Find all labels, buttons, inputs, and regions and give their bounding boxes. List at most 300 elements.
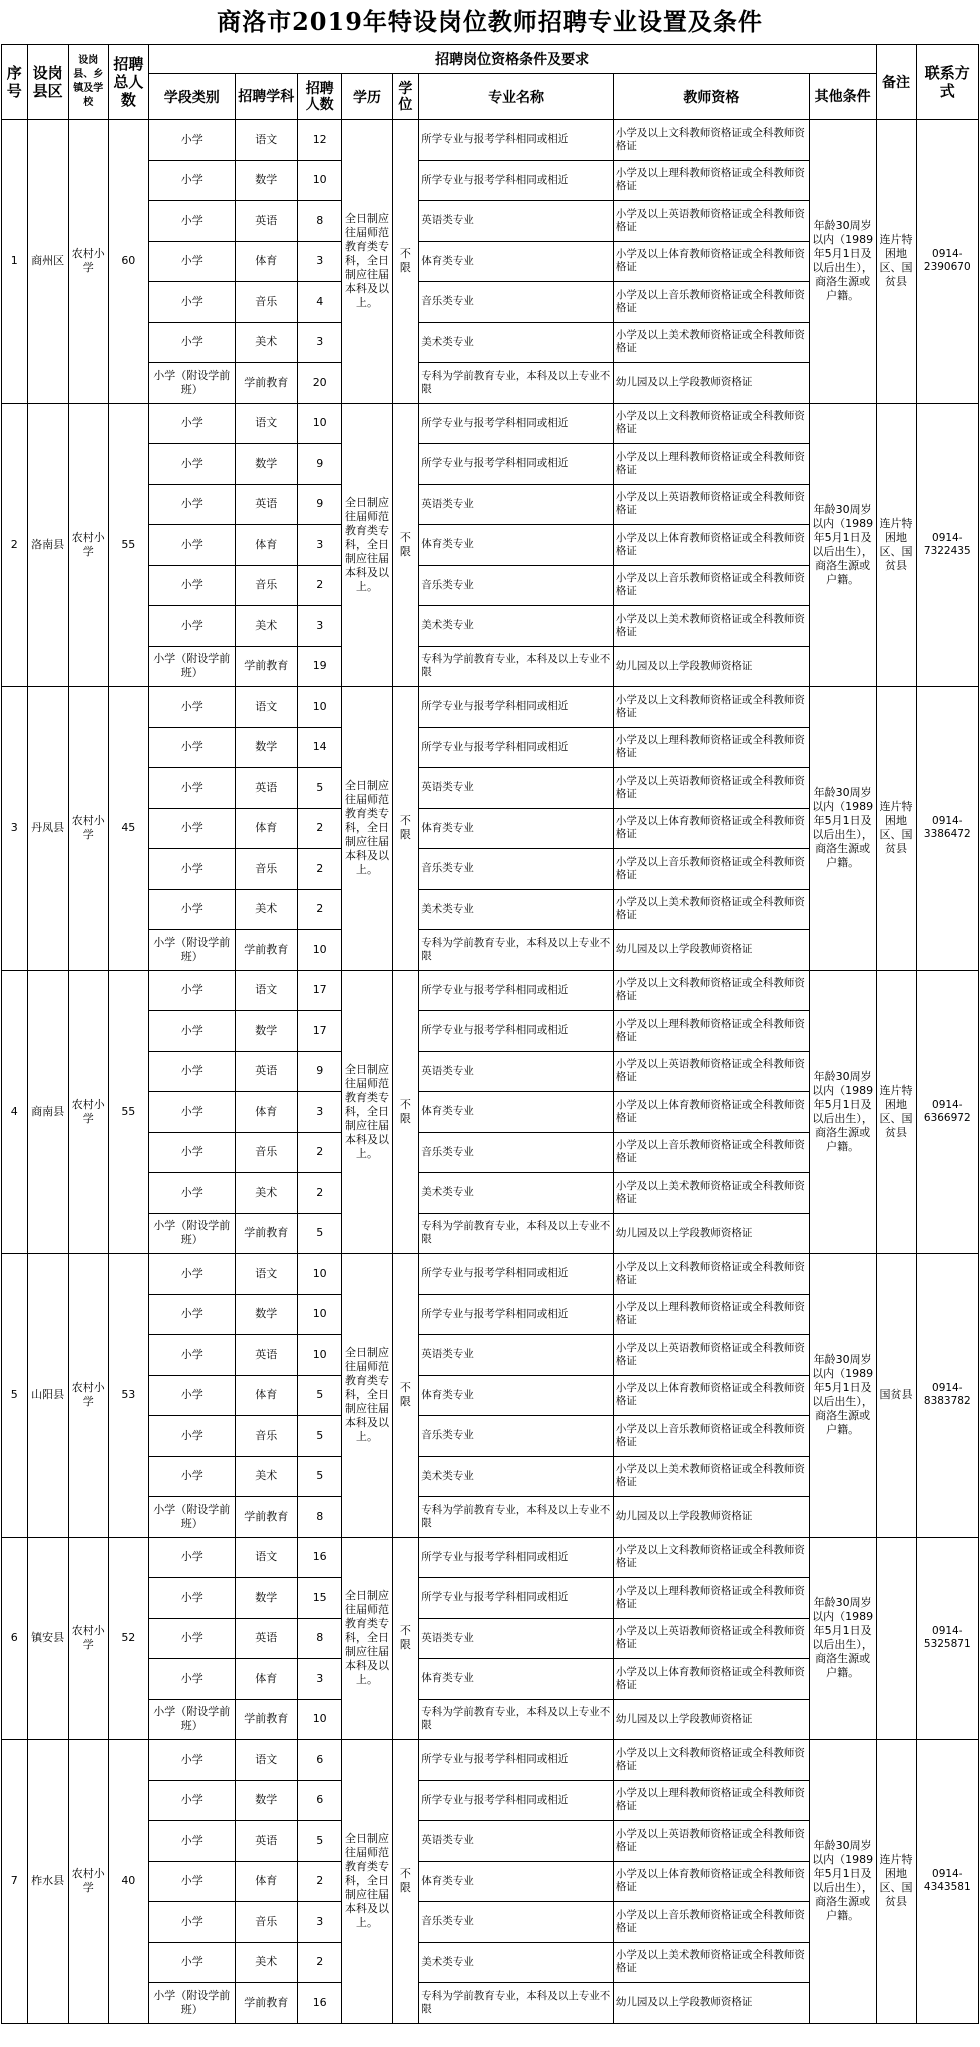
county-cell: 柞水县	[27, 1740, 68, 2024]
school-cell: 农村小学	[68, 1254, 108, 1538]
count-cell: 10	[297, 160, 342, 201]
major-cell: 英语类专业	[419, 1618, 614, 1659]
major-cell: 音乐类专业	[419, 849, 614, 890]
count-cell: 8	[297, 1497, 342, 1538]
major-cell: 专科为学前教育专业，本科及以上专业不限	[419, 1983, 614, 2024]
cert-cell: 小学及以上美术教师资格证或全科教师资格证	[613, 1942, 809, 1983]
stage-cell: 小学	[148, 768, 235, 809]
subject-cell: 语文	[235, 1537, 297, 1578]
count-cell: 5	[297, 1416, 342, 1457]
major-cell: 美术类专业	[419, 1942, 614, 1983]
stage-cell: 小学（附设学前班）	[148, 1983, 235, 2024]
cert-cell: 小学及以上美术教师资格证或全科教师资格证	[613, 1456, 809, 1497]
stage-cell: 小学	[148, 201, 235, 242]
major-cell: 英语类专业	[419, 1821, 614, 1862]
header-school: 设岗县、乡镇及学校	[68, 45, 108, 120]
subject-cell: 体育	[235, 1861, 297, 1902]
contact-cell: 0914-2390670	[916, 120, 978, 404]
degree-cell: 不限	[392, 1254, 419, 1538]
count-cell: 10	[297, 930, 342, 971]
subject-cell: 英语	[235, 1335, 297, 1376]
school-cell: 农村小学	[68, 970, 108, 1254]
major-cell: 所学专业与报考学科相同或相近	[419, 727, 614, 768]
total-cell: 52	[108, 1537, 148, 1740]
subject-cell: 体育	[235, 241, 297, 282]
total-cell: 55	[108, 403, 148, 687]
other-cell: 年龄30周岁以内（1989年5月1日及以后出生），商洛生源或户籍。	[809, 970, 876, 1254]
count-cell: 10	[297, 1294, 342, 1335]
page-title: 商洛市2019年特设岗位教师招聘专业设置及条件	[217, 7, 763, 36]
seq-cell: 6	[2, 1537, 28, 1740]
count-cell: 5	[297, 1375, 342, 1416]
major-cell: 所学专业与报考学科相同或相近	[419, 1011, 614, 1052]
other-cell: 年龄30周岁以内（1989年5月1日及以后出生），商洛生源或户籍。	[809, 403, 876, 687]
seq-cell: 7	[2, 1740, 28, 2024]
stage-cell: 小学	[148, 1578, 235, 1619]
cert-cell: 幼儿园及以上学段教师资格证	[613, 1213, 809, 1254]
subject-cell: 数学	[235, 1780, 297, 1821]
degree-cell: 不限	[392, 120, 419, 404]
subject-cell: 美术	[235, 606, 297, 647]
cert-cell: 小学及以上体育教师资格证或全科教师资格证	[613, 525, 809, 566]
count-cell: 19	[297, 646, 342, 687]
stage-cell: 小学	[148, 160, 235, 201]
major-cell: 体育类专业	[419, 808, 614, 849]
stage-cell: 小学	[148, 1254, 235, 1295]
major-cell: 所学专业与报考学科相同或相近	[419, 1780, 614, 1821]
table-row	[2, 403, 979, 444]
seq-cell: 4	[2, 970, 28, 1254]
cert-cell: 幼儿园及以上学段教师资格证	[613, 930, 809, 971]
subject-cell: 学前教育	[235, 930, 297, 971]
major-cell: 所学专业与报考学科相同或相近	[419, 403, 614, 444]
count-cell: 5	[297, 1821, 342, 1862]
cert-cell: 小学及以上英语教师资格证或全科教师资格证	[613, 1821, 809, 1862]
major-cell: 所学专业与报考学科相同或相近	[419, 444, 614, 485]
degree-cell: 不限	[392, 403, 419, 687]
subject-cell: 英语	[235, 1618, 297, 1659]
stage-cell: 小学	[148, 241, 235, 282]
count-cell: 17	[297, 1011, 342, 1052]
school-cell: 农村小学	[68, 1740, 108, 2024]
stage-cell: 小学（附设学前班）	[148, 1699, 235, 1740]
subject-cell: 语文	[235, 120, 297, 161]
stage-cell: 小学	[148, 889, 235, 930]
header-seq: 序号	[2, 45, 28, 120]
subject-cell: 语文	[235, 687, 297, 728]
stage-cell: 小学	[148, 403, 235, 444]
header-other: 其他条件	[809, 74, 876, 120]
subject-cell: 数学	[235, 1011, 297, 1052]
stage-cell: 小学	[148, 687, 235, 728]
subject-cell: 音乐	[235, 282, 297, 323]
count-cell: 2	[297, 1942, 342, 1983]
major-cell: 体育类专业	[419, 1092, 614, 1133]
major-cell: 体育类专业	[419, 1861, 614, 1902]
stage-cell: 小学	[148, 606, 235, 647]
count-cell: 2	[297, 889, 342, 930]
subject-cell: 体育	[235, 1092, 297, 1133]
count-cell: 10	[297, 1335, 342, 1376]
stage-cell: 小学（附设学前班）	[148, 646, 235, 687]
cert-cell: 小学及以上美术教师资格证或全科教师资格证	[613, 606, 809, 647]
table-row	[2, 120, 979, 161]
cert-cell: 小学及以上美术教师资格证或全科教师资格证	[613, 1173, 809, 1214]
major-cell: 所学专业与报考学科相同或相近	[419, 1254, 614, 1295]
cert-cell: 小学及以上英语教师资格证或全科教师资格证	[613, 1335, 809, 1376]
major-cell: 音乐类专业	[419, 282, 614, 323]
major-cell: 体育类专业	[419, 1659, 614, 1700]
subject-cell: 学前教育	[235, 646, 297, 687]
major-cell: 美术类专业	[419, 322, 614, 363]
cert-cell: 小学及以上英语教师资格证或全科教师资格证	[613, 768, 809, 809]
subject-cell: 学前教育	[235, 1213, 297, 1254]
county-cell: 丹凤县	[27, 687, 68, 971]
major-cell: 美术类专业	[419, 606, 614, 647]
major-cell: 所学专业与报考学科相同或相近	[419, 160, 614, 201]
seq-cell: 2	[2, 403, 28, 687]
count-cell: 2	[297, 849, 342, 890]
major-cell: 体育类专业	[419, 1375, 614, 1416]
cert-cell: 小学及以上美术教师资格证或全科教师资格证	[613, 889, 809, 930]
stage-cell: 小学	[148, 444, 235, 485]
subject-cell: 数学	[235, 160, 297, 201]
subject-cell: 美术	[235, 889, 297, 930]
count-cell: 2	[297, 1861, 342, 1902]
count-cell: 15	[297, 1578, 342, 1619]
stage-cell: 小学	[148, 808, 235, 849]
cert-cell: 小学及以上理科教师资格证或全科教师资格证	[613, 444, 809, 485]
degree-cell: 不限	[392, 1537, 419, 1740]
cert-cell: 小学及以上文科教师资格证或全科教师资格证	[613, 120, 809, 161]
subject-cell: 语文	[235, 970, 297, 1011]
count-cell: 6	[297, 1740, 342, 1781]
table-body	[2, 120, 979, 2024]
header-stage: 学段类别	[148, 74, 235, 120]
stage-cell: 小学	[148, 727, 235, 768]
cert-cell: 小学及以上音乐教师资格证或全科教师资格证	[613, 282, 809, 323]
header-total: 招聘总人数	[108, 45, 148, 120]
major-cell: 专科为学前教育专业，本科及以上专业不限	[419, 363, 614, 404]
count-cell: 10	[297, 403, 342, 444]
stage-cell: 小学（附设学前班）	[148, 363, 235, 404]
stage-cell: 小学	[148, 1821, 235, 1862]
table-row	[2, 1537, 979, 1578]
major-cell: 专科为学前教育专业，本科及以上专业不限	[419, 1497, 614, 1538]
count-cell: 2	[297, 565, 342, 606]
seq-cell: 3	[2, 687, 28, 971]
degree-cell: 不限	[392, 1740, 419, 2024]
subject-cell: 美术	[235, 1173, 297, 1214]
cert-cell: 小学及以上音乐教师资格证或全科教师资格证	[613, 1132, 809, 1173]
header-degree: 学位	[392, 74, 419, 120]
cert-cell: 小学及以上体育教师资格证或全科教师资格证	[613, 1659, 809, 1700]
count-cell: 16	[297, 1983, 342, 2024]
major-cell: 所学专业与报考学科相同或相近	[419, 1294, 614, 1335]
header-edu: 学历	[342, 74, 392, 120]
subject-cell: 数学	[235, 444, 297, 485]
header-county: 设岗县区	[27, 45, 68, 120]
edu-cell: 全日制应往届师范教育类专科，全日制应往届本科及以上。	[342, 120, 392, 404]
county-cell: 洛南县	[27, 403, 68, 687]
major-cell: 所学专业与报考学科相同或相近	[419, 1578, 614, 1619]
note-cell: 连片特困地区、国贫县	[876, 1740, 916, 2024]
stage-cell: 小学	[148, 1132, 235, 1173]
major-cell: 体育类专业	[419, 525, 614, 566]
cert-cell: 小学及以上理科教师资格证或全科教师资格证	[613, 1780, 809, 1821]
subject-cell: 体育	[235, 525, 297, 566]
major-cell: 所学专业与报考学科相同或相近	[419, 120, 614, 161]
subject-cell: 英语	[235, 484, 297, 525]
cert-cell: 小学及以上理科教师资格证或全科教师资格证	[613, 727, 809, 768]
subject-cell: 音乐	[235, 849, 297, 890]
stage-cell: 小学	[148, 120, 235, 161]
school-cell: 农村小学	[68, 403, 108, 687]
stage-cell: 小学（附设学前班）	[148, 1497, 235, 1538]
major-cell: 英语类专业	[419, 1051, 614, 1092]
cert-cell: 小学及以上英语教师资格证或全科教师资格证	[613, 484, 809, 525]
stage-cell: 小学	[148, 1537, 235, 1578]
cert-cell: 幼儿园及以上学段教师资格证	[613, 646, 809, 687]
count-cell: 9	[297, 1051, 342, 1092]
header-note: 备注	[876, 45, 916, 120]
stage-cell: 小学	[148, 970, 235, 1011]
cert-cell: 小学及以上体育教师资格证或全科教师资格证	[613, 1092, 809, 1133]
header-cert: 教师资格	[613, 74, 809, 120]
count-cell: 10	[297, 1254, 342, 1295]
contact-cell: 0914-8383782	[916, 1254, 978, 1538]
cert-cell: 小学及以上理科教师资格证或全科教师资格证	[613, 1011, 809, 1052]
stage-cell: 小学	[148, 1861, 235, 1902]
subject-cell: 美术	[235, 1942, 297, 1983]
cert-cell: 小学及以上体育教师资格证或全科教师资格证	[613, 241, 809, 282]
major-cell: 专科为学前教育专业，本科及以上专业不限	[419, 1213, 614, 1254]
subject-cell: 语文	[235, 403, 297, 444]
count-cell: 2	[297, 808, 342, 849]
edu-cell: 全日制应往届师范教育类专科，全日制应往届本科及以上。	[342, 687, 392, 971]
contact-cell: 0914-6366972	[916, 970, 978, 1254]
cert-cell: 小学及以上理科教师资格证或全科教师资格证	[613, 160, 809, 201]
major-cell: 英语类专业	[419, 768, 614, 809]
cert-cell: 小学及以上文科教师资格证或全科教师资格证	[613, 1254, 809, 1295]
cert-cell: 幼儿园及以上学段教师资格证	[613, 1699, 809, 1740]
count-cell: 3	[297, 1902, 342, 1943]
major-cell: 美术类专业	[419, 1456, 614, 1497]
subject-cell: 学前教育	[235, 1699, 297, 1740]
cert-cell: 小学及以上文科教师资格证或全科教师资格证	[613, 687, 809, 728]
cert-cell: 小学及以上英语教师资格证或全科教师资格证	[613, 1051, 809, 1092]
other-cell: 年龄30周岁以内（1989年5月1日及以后出生），商洛生源或户籍。	[809, 687, 876, 971]
other-cell: 年龄30周岁以内（1989年5月1日及以后出生），商洛生源或户籍。	[809, 120, 876, 404]
subject-cell: 体育	[235, 1375, 297, 1416]
cert-cell: 小学及以上理科教师资格证或全科教师资格证	[613, 1294, 809, 1335]
count-cell: 9	[297, 444, 342, 485]
subject-cell: 英语	[235, 1821, 297, 1862]
stage-cell: 小学（附设学前班）	[148, 930, 235, 971]
edu-cell: 全日制应往届师范教育类专科，全日制应往届本科及以上。	[342, 403, 392, 687]
county-cell: 商州区	[27, 120, 68, 404]
count-cell: 3	[297, 1092, 342, 1133]
degree-cell: 不限	[392, 970, 419, 1254]
table-row	[2, 970, 979, 1011]
cert-cell: 小学及以上体育教师资格证或全科教师资格证	[613, 1375, 809, 1416]
subject-cell: 美术	[235, 1456, 297, 1497]
stage-cell: 小学	[148, 1011, 235, 1052]
count-cell: 16	[297, 1537, 342, 1578]
major-cell: 音乐类专业	[419, 1416, 614, 1457]
count-cell: 5	[297, 768, 342, 809]
major-cell: 体育类专业	[419, 241, 614, 282]
note-cell: 连片特困地区、国贫县	[876, 403, 916, 687]
count-cell: 2	[297, 1173, 342, 1214]
cert-cell: 小学及以上理科教师资格证或全科教师资格证	[613, 1578, 809, 1619]
cert-cell: 小学及以上音乐教师资格证或全科教师资格证	[613, 1416, 809, 1457]
note-cell: 连片特困地区、国贫县	[876, 970, 916, 1254]
major-cell: 专科为学前教育专业，本科及以上专业不限	[419, 1699, 614, 1740]
major-cell: 所学专业与报考学科相同或相近	[419, 1740, 614, 1781]
school-cell: 农村小学	[68, 1537, 108, 1740]
subject-cell: 音乐	[235, 1902, 297, 1943]
stage-cell: 小学	[148, 1659, 235, 1700]
count-cell: 3	[297, 525, 342, 566]
stage-cell: 小学	[148, 1780, 235, 1821]
count-cell: 4	[297, 282, 342, 323]
stage-cell: 小学	[148, 565, 235, 606]
note-cell: 国贫县	[876, 1254, 916, 1538]
cert-cell: 小学及以上文科教师资格证或全科教师资格证	[613, 1537, 809, 1578]
cert-cell: 幼儿园及以上学段教师资格证	[613, 1983, 809, 2024]
subject-cell: 美术	[235, 322, 297, 363]
other-cell: 年龄30周岁以内（1989年5月1日及以后出生），商洛生源或户籍。	[809, 1254, 876, 1538]
major-cell: 所学专业与报考学科相同或相近	[419, 970, 614, 1011]
major-cell: 美术类专业	[419, 1173, 614, 1214]
edu-cell: 全日制应往届师范教育类专科，全日制应往届本科及以上。	[342, 970, 392, 1254]
subject-cell: 语文	[235, 1740, 297, 1781]
subject-cell: 学前教育	[235, 363, 297, 404]
subject-cell: 英语	[235, 768, 297, 809]
cert-cell: 幼儿园及以上学段教师资格证	[613, 1497, 809, 1538]
count-cell: 3	[297, 241, 342, 282]
stage-cell: 小学	[148, 1173, 235, 1214]
major-cell: 所学专业与报考学科相同或相近	[419, 687, 614, 728]
cert-cell: 小学及以上文科教师资格证或全科教师资格证	[613, 403, 809, 444]
contact-cell: 0914-4343581	[916, 1740, 978, 2024]
cert-cell: 小学及以上文科教师资格证或全科教师资格证	[613, 1740, 809, 1781]
other-cell: 年龄30周岁以内（1989年5月1日及以后出生），商洛生源或户籍。	[809, 1740, 876, 2024]
note-cell	[876, 1537, 916, 1740]
cert-cell: 小学及以上文科教师资格证或全科教师资格证	[613, 970, 809, 1011]
count-cell: 2	[297, 1132, 342, 1173]
major-cell: 英语类专业	[419, 201, 614, 242]
cert-cell: 小学及以上音乐教师资格证或全科教师资格证	[613, 565, 809, 606]
subject-cell: 音乐	[235, 565, 297, 606]
subject-cell: 英语	[235, 201, 297, 242]
subject-cell: 数学	[235, 1294, 297, 1335]
total-cell: 60	[108, 120, 148, 404]
major-cell: 英语类专业	[419, 1335, 614, 1376]
stage-cell: 小学	[148, 1942, 235, 1983]
subject-cell: 学前教育	[235, 1497, 297, 1538]
count-cell: 3	[297, 1659, 342, 1700]
degree-cell: 不限	[392, 687, 419, 971]
count-cell: 20	[297, 363, 342, 404]
major-cell: 专科为学前教育专业，本科及以上专业不限	[419, 646, 614, 687]
table-row	[2, 1254, 979, 1295]
edu-cell: 全日制应往届师范教育类专科，全日制应往届本科及以上。	[342, 1740, 392, 2024]
count-cell: 3	[297, 322, 342, 363]
subject-cell: 数学	[235, 1578, 297, 1619]
stage-cell: 小学	[148, 322, 235, 363]
stage-cell: 小学	[148, 525, 235, 566]
cert-cell: 小学及以上英语教师资格证或全科教师资格证	[613, 201, 809, 242]
cert-cell: 小学及以上英语教师资格证或全科教师资格证	[613, 1618, 809, 1659]
cert-cell: 小学及以上体育教师资格证或全科教师资格证	[613, 1861, 809, 1902]
header-major: 专业名称	[419, 74, 614, 120]
header-count: 招聘人数	[297, 74, 342, 120]
stage-cell: 小学（附设学前班）	[148, 1213, 235, 1254]
major-cell: 音乐类专业	[419, 1902, 614, 1943]
total-cell: 53	[108, 1254, 148, 1538]
edu-cell: 全日制应往届师范教育类专科，全日制应往届本科及以上。	[342, 1537, 392, 1740]
major-cell: 专科为学前教育专业，本科及以上专业不限	[419, 930, 614, 971]
count-cell: 8	[297, 201, 342, 242]
stage-cell: 小学	[148, 1416, 235, 1457]
stage-cell: 小学	[148, 1456, 235, 1497]
stage-cell: 小学	[148, 849, 235, 890]
count-cell: 3	[297, 606, 342, 647]
stage-cell: 小学	[148, 1618, 235, 1659]
seq-cell: 1	[2, 120, 28, 404]
stage-cell: 小学	[148, 282, 235, 323]
subject-cell: 语文	[235, 1254, 297, 1295]
subject-cell: 体育	[235, 1659, 297, 1700]
cert-cell: 小学及以上音乐教师资格证或全科教师资格证	[613, 849, 809, 890]
stage-cell: 小学	[148, 1375, 235, 1416]
stage-cell: 小学	[148, 1740, 235, 1781]
stage-cell: 小学	[148, 1902, 235, 1943]
total-cell: 55	[108, 970, 148, 1254]
table-row	[2, 687, 979, 728]
count-cell: 17	[297, 970, 342, 1011]
total-cell: 40	[108, 1740, 148, 2024]
stage-cell: 小学	[148, 1335, 235, 1376]
seq-cell: 5	[2, 1254, 28, 1538]
count-cell: 6	[297, 1780, 342, 1821]
recruitment-table	[1, 44, 979, 2024]
count-cell: 5	[297, 1213, 342, 1254]
major-cell: 音乐类专业	[419, 1132, 614, 1173]
school-cell: 农村小学	[68, 687, 108, 971]
count-cell: 14	[297, 727, 342, 768]
count-cell: 10	[297, 687, 342, 728]
count-cell: 12	[297, 120, 342, 161]
total-cell: 45	[108, 687, 148, 971]
note-cell: 连片特困地区、国贫县	[876, 687, 916, 971]
major-cell: 音乐类专业	[419, 565, 614, 606]
count-cell: 10	[297, 1699, 342, 1740]
major-cell: 所学专业与报考学科相同或相近	[419, 1537, 614, 1578]
contact-cell: 0914-7322435	[916, 403, 978, 687]
cert-cell: 幼儿园及以上学段教师资格证	[613, 363, 809, 404]
header-contact: 联系方式	[916, 45, 978, 120]
count-cell: 8	[297, 1618, 342, 1659]
major-cell: 美术类专业	[419, 889, 614, 930]
header-conditions-group: 招聘岗位资格条件及要求	[148, 45, 876, 74]
county-cell: 商南县	[27, 970, 68, 1254]
note-cell: 连片特困地区、国贫县	[876, 120, 916, 404]
subject-cell: 体育	[235, 808, 297, 849]
school-cell: 农村小学	[68, 120, 108, 404]
